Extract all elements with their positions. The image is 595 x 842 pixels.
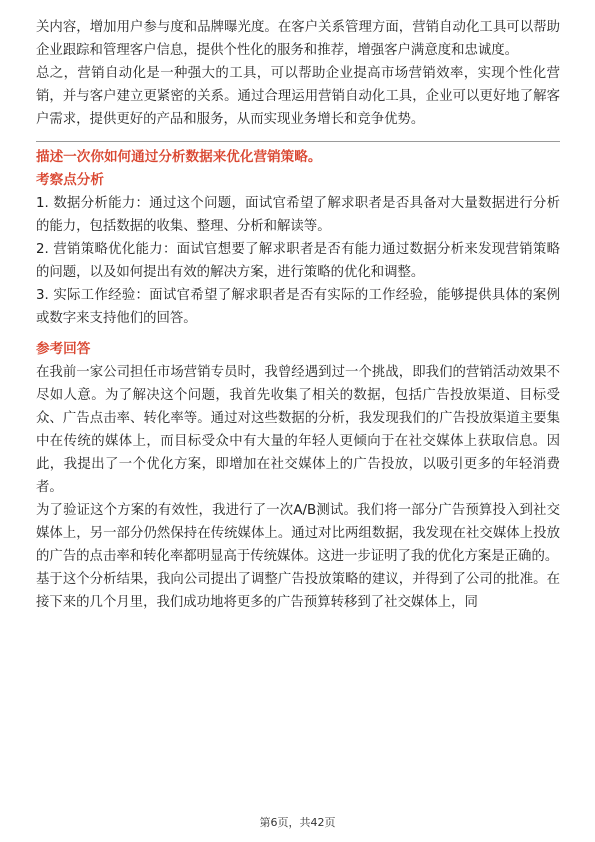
answer-paragraph: 在我前一家公司担任市场营销专员时，我曾经遇到过一个挑战，即我们的营销活动效果不尽如人意。为了解决这个问题，我首先收集了相关的数据，包括广告投放渠道、目标受众、广告点击率、转化率等。通过对这些数据的分析，我发现我们的广告投放渠道主要集中在传统的媒体上，而目标受众中有大量的年轻人更倾向于在社交媒体上获取信息。因此，我提出了一个优化方案，即增加在社交媒体上的广告投放，以吸引更多的年轻消费者。	[36, 365, 560, 495]
analysis-item: 1. 数据分析能力：通过这个问题，面试官希望了解求职者是否具备对大量数据进行分析的能力，包括数据的收集、整理、分析和解读等。	[36, 196, 560, 234]
section-divider	[36, 141, 560, 142]
analysis-item: 3. 实际工作经验：面试官希望了解求职者是否有实际的工作经验，能够提供具体的案例或数字来支持他们的回答。	[36, 288, 560, 326]
analysis-item: 2. 营销策略优化能力：面试官想要了解求职者是否有能力通过数据分析来发现营销策略的问题，以及如何提出有效的解决方案，进行策略的优化和调整。	[36, 242, 560, 280]
page-number: 第6页，共42页	[259, 816, 336, 829]
analysis-heading: 考察点分析	[36, 172, 104, 188]
intro-paragraph: 关内容，增加用户参与度和品牌曝光度。在客户关系管理方面，营销自动化工具可以帮助企业跟踪和管理客户信息，提供个性化的服务和推荐，增强客户满意度和忠诚度。	[36, 20, 560, 58]
question-title: 描述一次你如何通过分析数据来优化营销策略。	[36, 149, 322, 165]
answer-paragraph: 基于这个分析结果，我向公司提出了调整广告投放策略的建议，并得到了公司的批准。在接下来的几个月里，我们成功地将更多的广告预算转移到了社交媒体上，同	[36, 572, 560, 610]
summary-paragraph: 总之，营销自动化是一种强大的工具，可以帮助企业提高市场营销效率，实现个性化营销，并与客户建立更紧密的关系。通过合理运用营销自动化工具，企业可以更好地了解客户需求，提供更好的产品和服务，从而实现业务增长和竞争优势。	[36, 66, 560, 127]
answer-paragraph: 为了验证这个方案的有效性，我进行了一次A/B测试。我们将一部分广告预算投入到社交媒体上，另一部分仍然保持在传统媒体上。通过对比两组数据，我发现在社交媒体上投放的广告的点击率和转化率都明显高于传统媒体。这进一步证明了我的优化方案是正确的。	[36, 503, 560, 564]
document-body	[36, 16, 560, 614]
answer-heading: 参考回答	[36, 341, 91, 357]
